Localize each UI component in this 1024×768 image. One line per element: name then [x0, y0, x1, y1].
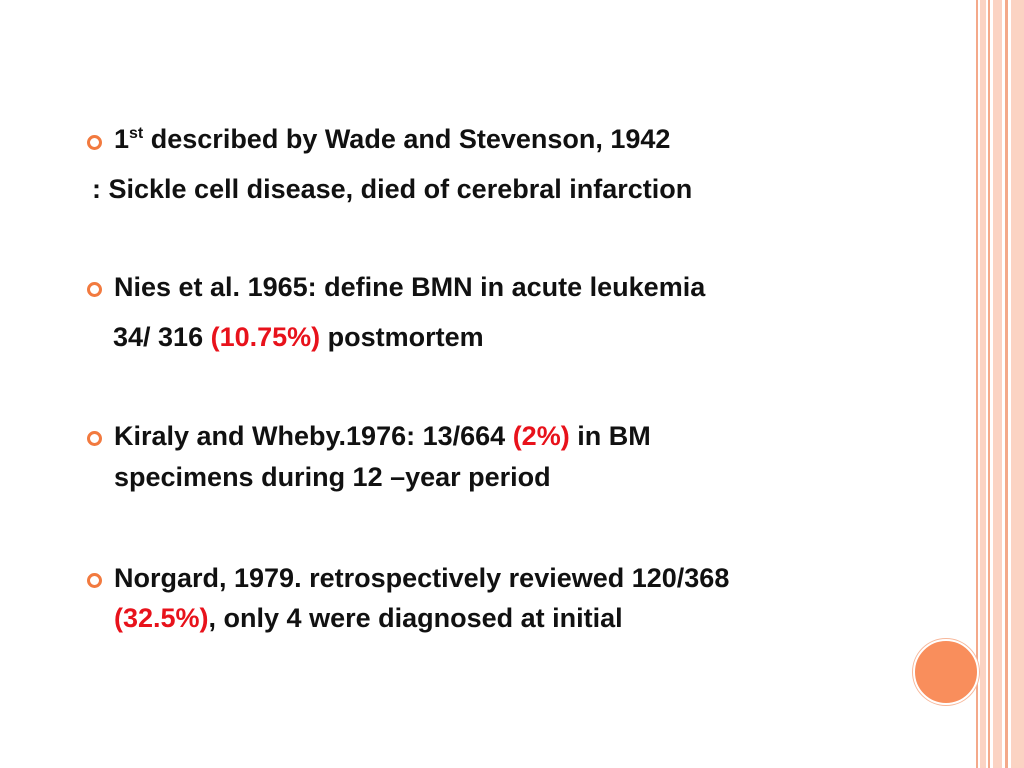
bullet-4-suffix: , only 4 were diagnosed at initial: [208, 603, 623, 633]
bullet-1-superscript: st: [129, 125, 144, 142]
decorative-stripe: [976, 0, 978, 768]
bullet-2-percent: (10.75%): [210, 322, 321, 352]
bullet-4-percent: (32.5%): [114, 603, 209, 633]
bullet-1-text: described by Wade and Stevenson, 1942: [143, 124, 671, 154]
decorative-stripe: [980, 0, 986, 768]
bullet-2-line-2: [113, 321, 484, 353]
decorative-stripe: [988, 0, 990, 768]
bullet-icon: [87, 135, 102, 150]
bullet-4-line-1: Norgard, 1979. retrospectively reviewed 120/368: [114, 563, 730, 593]
decorative-stripe: [1005, 0, 1008, 768]
bullet-3-line-1: [114, 420, 651, 452]
bullet-3-suffix: in BM: [569, 421, 651, 451]
bullet-icon: [87, 282, 102, 297]
bullet-3-prefix: Kiraly and Wheby.1976: 13/664: [114, 421, 513, 451]
decorative-stripe: [1011, 0, 1024, 768]
bullet-icon: [87, 431, 102, 446]
bullet-3-line-2: specimens during 12 –year period: [114, 462, 551, 492]
decorative-circle: [913, 639, 979, 705]
bullet-1-number: 1: [114, 124, 130, 154]
bullet-2-suffix: postmortem: [320, 322, 484, 352]
bullet-1-line-1: [114, 123, 670, 155]
decorative-stripe: [993, 0, 1002, 768]
bullet-1-line-2: : Sickle cell disease, died of cerebral infarction: [92, 174, 693, 204]
bullet-4-line-2: [114, 602, 623, 634]
bullet-icon: [87, 573, 102, 588]
bullet-2-line-1: Nies et al. 1965: define BMN in acute leukemia: [114, 272, 706, 302]
bullet-3-percent: (2%): [512, 421, 570, 451]
bullet-2-count: 34/ 316: [113, 322, 211, 352]
